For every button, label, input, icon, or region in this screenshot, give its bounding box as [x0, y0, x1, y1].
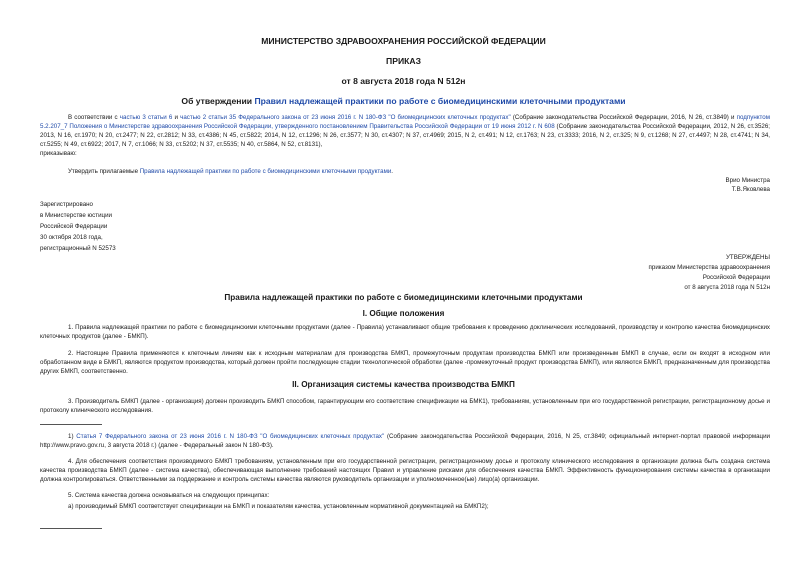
footnote-divider: [40, 424, 102, 425]
section-heading-general: I. Общие положения: [362, 309, 445, 318]
preamble-text-1: В соответствии с: [68, 114, 120, 121]
footnote-law-link[interactable]: Статья 7 Федерального закона от 23 июня 2016 г. N 180-ФЗ "О биомедицинских клеточных продуктах": [76, 433, 385, 440]
ministry-heading: МИНИСТЕРСТВО ЗДРАВООХРАНЕНИЯ РОССИЙСКОЙ ФЕДЕРАЦИИ: [261, 36, 546, 46]
approved-block: [649, 253, 770, 293]
footnote-mark: 1): [68, 433, 74, 440]
preamble-order-word: приказываю:: [40, 150, 77, 157]
registration-line: Зарегистрировано: [40, 201, 93, 208]
registration-line: регистрационный N 52573: [40, 245, 116, 252]
rule-item-3: 3. Производитель БМКП (далее - организация) должен производить БМКП способом, гарантирующим его соответствие спецификации на БМК1), требованиям, установленным при его государственной регистрации, регистрационному досье и протоколу клинического исследования.: [40, 398, 770, 414]
approved-line: приказом Министерства здравоохранения: [648, 264, 770, 271]
footnote-text: (Собрание законодательства Российской Федерации, 2016, N 25, ст.3849; официальный интернет-портал правовой информации http://www.pravo.gov.ru, 3 августа 2018 г.) (далее - Федеральный закон N 180-ФЗ).: [40, 433, 770, 449]
approved-line: УТВЕРЖДЕНЫ: [726, 254, 770, 261]
rule-item-2: 2. Настоящие Правила применяются к клеточным линиям как к исходным материалам для производства БМКП, промежуточным продуктам производства БМКП или произведенным БМКП в случае, если он входят в исходном или обработанном виде в БМКП, являются продуктом производства, который должен пройти последующие стадии технологической обработки (далее -промежуточный продукт производства БМКП), или являются БМКП, предназначенным для производства других БМКП, соответственно.: [40, 350, 770, 375]
rule-item-5: 5. Система качества должна основываться на следующих принципах:: [68, 492, 270, 499]
approve-text: Утвердить прилагаемые: [68, 168, 140, 175]
link-article-6[interactable]: частью 3 статьи 6: [119, 114, 173, 121]
registration-line: в Министерстве юстиции: [40, 212, 113, 219]
approve-end: .: [391, 168, 394, 175]
document-date: от 8 августа 2018 года N 512н: [341, 76, 466, 86]
preamble-paragraph: [40, 113, 770, 158]
rule-item-4: 4. Для обеспечения соответствия производимого БМКП требованиям, установленным при его государственной регистрации, регистрационному досье и протоколу клинического исследования в организации должна быть создана система качества производства БМКП (далее - система качества), обеспечивающая выполнение требований настоящих Правил и управление рисками для обеспечения качества БМКП. Эффективность функционирования системы качества в организации должна контролироваться. Ответственными за поддержание и контроль системы качества являются руководитель организации и уполномоченное(ые) лицо(а) организации.: [40, 458, 770, 483]
signer-name: Т.В.Яковлева: [731, 186, 770, 193]
preamble-text-2: и: [172, 114, 181, 121]
footnote-1: [40, 432, 770, 450]
title-link[interactable]: Правил надлежащей практики по работе с биомедицинскими клеточными продуктами: [254, 96, 626, 106]
rule-item-5a: а) производимый БМКП соответствует спецификации на БМКП и показателям качества, установленным нормативной документацией на БМКП2);: [68, 503, 489, 510]
registration-line: 30 октября 2018 года,: [40, 234, 103, 241]
approved-line: Российской Федерации: [702, 274, 770, 281]
title-prefix: Об утверждении: [181, 96, 255, 106]
section-heading-quality-system: II. Организация системы качества производства БМКП: [292, 380, 515, 389]
approve-paragraph: [40, 167, 770, 176]
rule-item-1: 1. Правила надлежащей практики по работе с биомедицинскими клеточными продуктами (далее - Правила) устанавливают общие требования к проведению доклинических исследований, производству и контролю качества биомедицинских клеточных продуктов (далее - БМКП).: [40, 324, 770, 340]
registration-block: [40, 199, 116, 254]
signer-position: Врио Министра: [725, 177, 770, 184]
preamble-text-3: (Собрание законодательства Российской Федерации, 2016, N 26, ст.3849) и: [510, 114, 737, 121]
approved-line: от 8 августа 2018 года N 512н: [684, 284, 770, 291]
approve-rules-link[interactable]: Правила надлежащей практики по работе с биомедицинскими клеточными продуктами: [139, 168, 392, 175]
document-type: ПРИКАЗ: [386, 56, 421, 66]
link-regulation-subparagraph[interactable]: подпунктом 5.2.207_7 Положения о Министерстве здравоохранения Российской Федерации, утвержденного постановлением Правительства Российской Федерации от 19 июня 2012 г. N 608: [40, 114, 770, 130]
footnote-divider: [40, 528, 102, 529]
registration-line: Российской Федерации: [40, 223, 108, 230]
preamble-text-4: (Собрание законодательства Российской Федерации, 2012, N 26, ст.3526; 2013, N 16, ст.1970; N 20, ст.2477; N 22, ст.2812; N 33, ст.4386; N 45, ст.5822; 2014, N 12, ст.1296; N 26, ст.3577; N 30, ст.4307; N 37, ст.4969; 2015, N 2, ст.491; N 12, ст.1763; N 23, ст.3333; 2016, N 2, ст.325; N 9, ст.1268; N 27, ст.4497; N 28, ст.4741; N 34, ст.5255; N 49, ст.6922; 2017, N 7, ст.1066; N 33, ст.5202; N 37, ст.5535; N 40, ст.5864, N 52, ст.8131),: [40, 123, 771, 148]
link-article-35-law[interactable]: частью 2 статьи 35 Федерального закона от 23 июня 2016 г. N 180-ФЗ "О биомедицинских клеточных продуктах": [180, 114, 511, 121]
document-title: [0, 96, 807, 106]
rules-title: Правила надлежащей практики по работе с биомедицинскими клеточными продуктами: [224, 293, 583, 302]
signer-block: [726, 176, 770, 194]
